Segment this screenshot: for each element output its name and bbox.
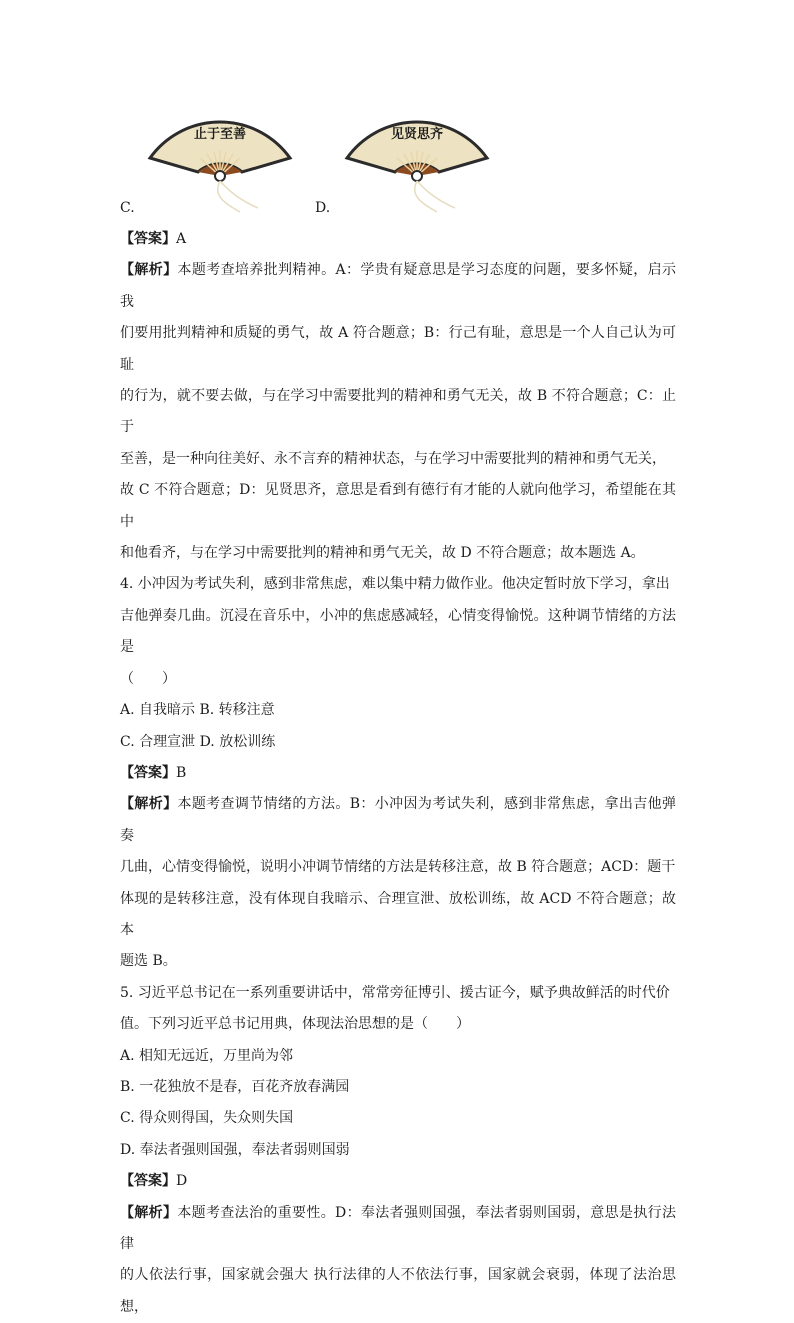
q4-analysis-line: 体现的是转移注意，没有体现自我暗示、合理宣泄、放松训练，故 ACD 不符合题意；故本 xyxy=(120,890,676,938)
option-c-label: C. xyxy=(120,200,135,216)
analysis-tag: 【解析】 xyxy=(120,1204,178,1221)
q4-stem-line: 4. 小冲因为考试失利，感到非常焦虑，难以集中精力做作业。他决定暂时放下学习，拿出 xyxy=(120,576,670,593)
q5-stem-line: 值。下列习近平总书记用典，体现法治思想的是（ ） xyxy=(120,1016,470,1033)
q5-analysis-line: 的人依法行事，国家就会强大 执行法律的人不依法行事，国家就会衰弱，体现了法治思想， xyxy=(120,1267,676,1315)
q5-option: A. 相知无远近，万里尚为邻 xyxy=(120,1047,294,1064)
q4-answer xyxy=(120,758,676,789)
fan-illustration-d xyxy=(337,96,497,216)
answer-tag: 【答案】 xyxy=(120,764,176,781)
q4-stem-line: （ ） xyxy=(120,670,176,687)
q5-analysis-line: 【解析】本题考查法治的重要性。D：奉法者强则国强，奉法者弱则国弱，意思是执行法律 xyxy=(120,1204,676,1252)
q5-answer xyxy=(120,1166,676,1197)
fan-illustration-c xyxy=(140,96,300,216)
q3-answer xyxy=(120,224,676,255)
option-d-label: D. xyxy=(315,200,331,216)
q5-option: C. 得众则得国，失众则失国 xyxy=(120,1110,294,1127)
fan-text-d: 见贤思齐 xyxy=(390,126,444,141)
q4-analysis-line: 题选 B。 xyxy=(120,953,177,970)
q3-analysis-line: 至善，是一种向往美好、永不言弃的精神状态，与在学习中需要批判的精神和勇气无关， xyxy=(120,450,666,467)
q5-option: D. 奉法者强则国强，奉法者弱则国弱 xyxy=(120,1141,350,1158)
analysis-tag: 【解析】 xyxy=(120,262,178,279)
analysis-tag: 【解析】 xyxy=(120,796,178,813)
q3-analysis-line: 【解析】本题考查培养批判精神。A：学贵有疑意思是学习态度的问题，要多怀疑，启示我 xyxy=(120,262,677,310)
q4-stem-line: 吉他弹奏几曲。沉浸在音乐中，小冲的焦虑感减轻，心情变得愉悦。这种调节情绪的方法是 xyxy=(120,607,676,656)
answer-tag: 【答案】 xyxy=(120,231,176,247)
question-content xyxy=(120,224,676,1323)
q3-analysis-line: 和他看齐，与在学习中需要批判的精神和勇气无关，故 D 不符合题意；故本题选 A。 xyxy=(120,545,645,562)
answer-tag: 【答案】 xyxy=(120,1173,176,1190)
q4-analysis-line: 几曲，心情变得愉悦，说明小冲调节情绪的方法是转移注意，故 B 符合题意；ACD：题干 xyxy=(120,859,676,876)
q5-option: B. 一花独放不是春，百花齐放春满园 xyxy=(120,1078,350,1095)
q3-analysis-line: 的行为，就不要去做，与在学习中需要批判的精神和勇气无关，故 B 不符合题意；C：止于 xyxy=(120,388,676,436)
answer-value: B xyxy=(176,764,187,781)
fan-text-c: 止于至善 xyxy=(193,126,247,141)
q4-analysis-line: 【解析】本题考查调节情绪的方法。B：小冲因为考试失利，感到非常焦虑，拿出吉他弹奏 xyxy=(120,796,676,844)
q3-analysis-line: 们要用批判精神和质疑的勇气，故 A 符合题意；B：行己有耻，意思是一个人自己认为可耻 xyxy=(120,325,676,373)
q4-option-row: C. 合理宣泄 D. 放松训练 xyxy=(120,733,276,750)
q4-option-row: A. 自我暗示 B. 转移注意 xyxy=(120,702,275,719)
answer-value: D xyxy=(176,1173,188,1190)
q5-stem-line: 5. 习近平总书记在一系列重要讲话中，常常旁征博引、援古证今，赋予典故鲜活的时代价 xyxy=(120,984,670,1001)
q3-analysis-line: 故 C 不符合题意；D：见贤思齐，意思是看到有德行有才能的人就向他学习，希望能在其中 xyxy=(120,482,676,530)
answer-value: A xyxy=(176,231,187,247)
